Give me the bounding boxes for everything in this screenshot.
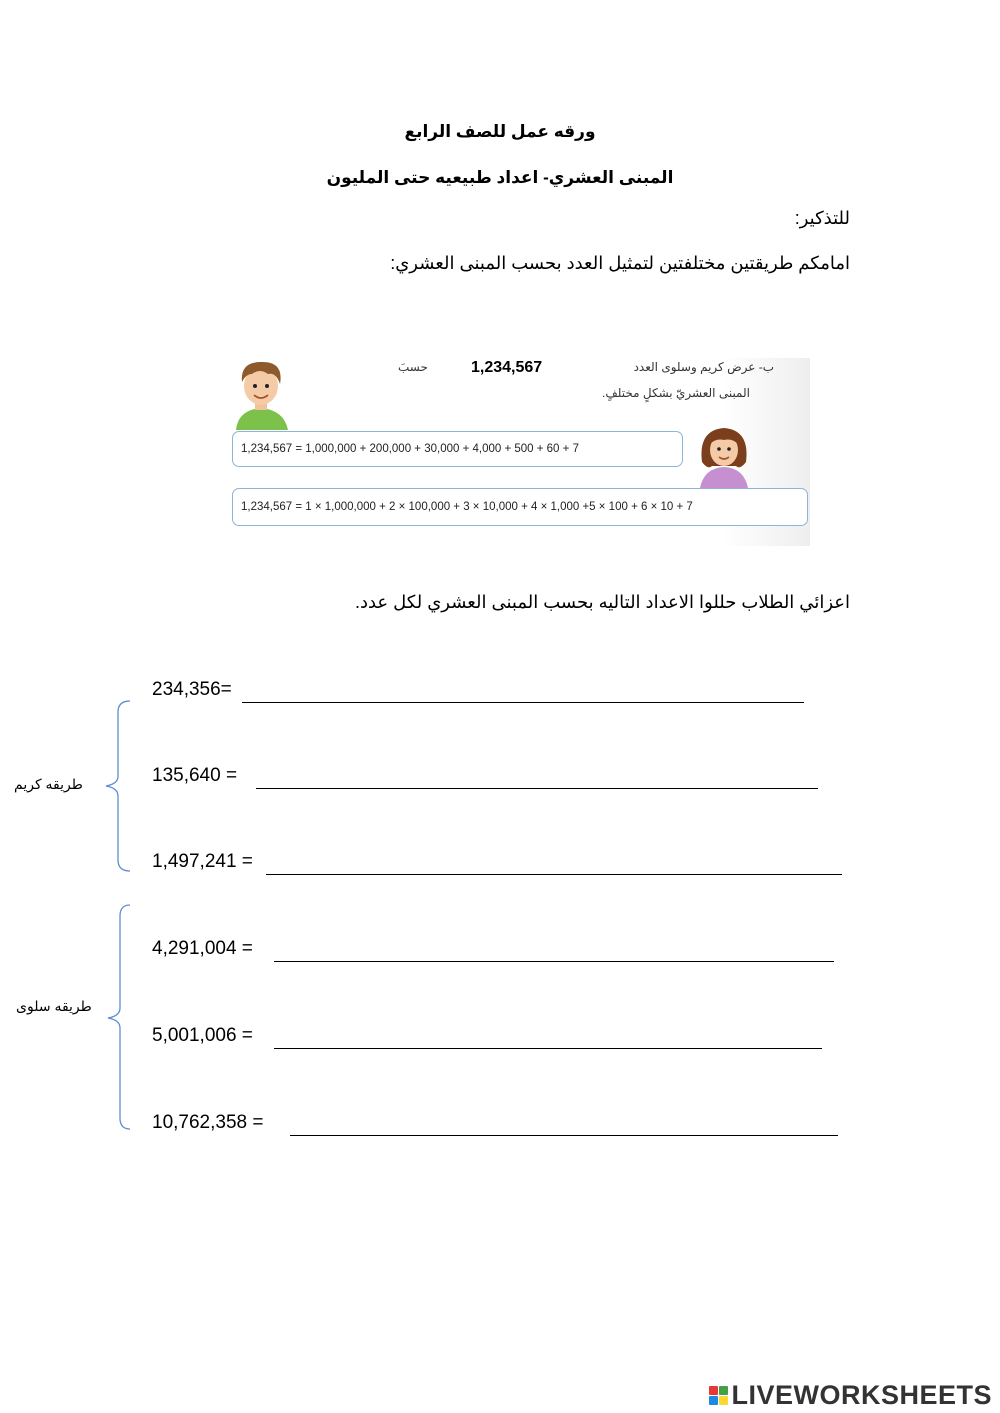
logo-square: [709, 1386, 718, 1395]
karim-group-bracket: [100, 698, 134, 874]
answer-line[interactable]: [290, 1135, 838, 1136]
exercise-row: [152, 851, 846, 879]
textbook-text-line2: المبنى العشريّ بشكلٍ مختلفٍ.: [602, 386, 750, 400]
logo-square: [709, 1396, 718, 1405]
salwa-method-label: طريقه سلوى: [16, 998, 92, 1014]
exercise-prompt: 10,762,358 =: [152, 1112, 264, 1133]
answer-line[interactable]: [274, 1048, 822, 1049]
answer-line[interactable]: [242, 702, 804, 703]
exercise-prompt: 5,001,006 =: [152, 1025, 253, 1046]
karim-method-equation: 1,234,567 = 1,000,000 + 200,000 + 30,000 + 4,000 + 500 + 60 + 7: [232, 431, 683, 467]
logo-square: [719, 1386, 728, 1395]
textbook-text-hasab: حسبَ: [398, 360, 428, 374]
exercise-prompt: 234,356=: [152, 679, 232, 700]
exercise-prompt: 4,291,004 =: [152, 938, 253, 959]
worksheet-subtitle: المبنى العشري- اعداد طبيعيه حتى المليون: [326, 168, 674, 187]
example-number: 1,234,567: [471, 359, 543, 376]
salwa-character-icon: [696, 422, 752, 488]
answer-line[interactable]: [266, 874, 842, 875]
exercise-row: [152, 765, 822, 793]
worksheet-title: ورقه عمل للصف الرابع: [404, 122, 596, 141]
exercise-row: [152, 679, 812, 707]
liveworksheets-logo-icon: [709, 1386, 728, 1405]
liveworksheets-logo: [709, 1380, 992, 1411]
karim-method-label: طريقه كريم: [14, 776, 83, 792]
intro-text: امامكم طريقتين مختلفتين لتمثيل العدد بحسب المبنى العشري:: [390, 253, 850, 273]
exercise-prompt: 135,640 =: [152, 765, 238, 786]
answer-line[interactable]: [274, 961, 834, 962]
exercise-prompt: 1,497,241 =: [152, 851, 253, 872]
exercise-row: [152, 1112, 842, 1140]
exercise-row: [152, 1025, 826, 1053]
textbook-excerpt: [228, 358, 810, 546]
exercise-row: [152, 938, 838, 966]
logo-square: [719, 1396, 728, 1405]
salwa-group-bracket: [104, 902, 136, 1132]
salwa-method-equation: 1,234,567 = 1 × 1,000,000 + 2 × 100,000 + 3 × 10,000 + 4 × 1,000 +5 × 100 + 6 × 10 + 7: [232, 488, 808, 526]
reminder-label: للتذكير:: [794, 208, 850, 228]
answer-line[interactable]: [256, 788, 818, 789]
textbook-text-line1: ب- عرض كريم وسلوى العدد: [633, 360, 774, 374]
instruction-text: اعزائي الطلاب حللوا الاعداد التاليه بحسب المبنى العشري لكل عدد.: [354, 592, 850, 612]
karim-character-icon: [230, 358, 292, 430]
liveworksheets-brand: LIVEWORKSHEETS: [731, 1380, 992, 1410]
